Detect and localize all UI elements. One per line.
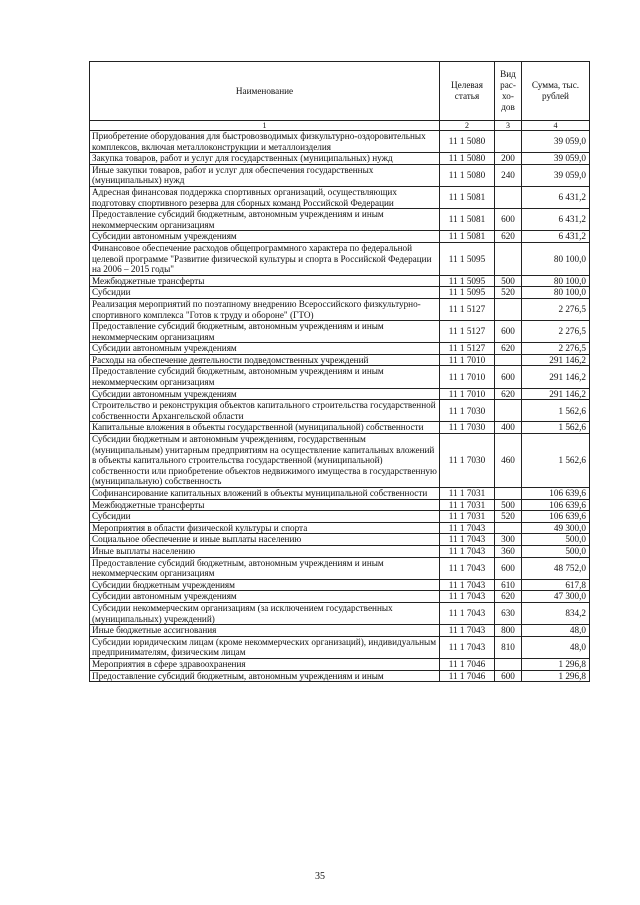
row-type-cell: 620 (495, 591, 522, 603)
row-type-cell (495, 658, 522, 670)
row-code-cell: 11 1 5095 (440, 287, 495, 299)
table-row (90, 522, 590, 534)
row-name-cell: Социальное обеспечение и иные выплаты населению (90, 534, 440, 546)
table-row (90, 591, 590, 603)
table-row (90, 488, 590, 500)
row-sum-cell: 39 059,0 (522, 153, 590, 165)
row-name-cell: Предоставление субсидий бюджетным, автономным учреждениям и иным некоммерческим организациям (90, 209, 440, 231)
row-code-cell: 11 1 7010 (440, 354, 495, 366)
row-type-cell: 240 (495, 164, 522, 186)
table-row (90, 298, 590, 320)
header-name: Наименование (90, 62, 440, 121)
row-name-cell: Реализация мероприятий по поэтапному внедрению Всероссийского физкультурно-спортивного комплекса "Готов к труду и обороне" (ГТО) (90, 298, 440, 320)
page-number: 35 (315, 871, 325, 882)
table-row (90, 625, 590, 637)
row-sum-cell: 80 100,0 (522, 242, 590, 275)
table-row (90, 400, 590, 422)
row-code-cell: 11 1 7031 (440, 499, 495, 511)
table-row (90, 434, 590, 488)
row-code-cell: 11 1 7030 (440, 422, 495, 434)
row-code-cell: 11 1 7010 (440, 366, 495, 388)
row-code-cell: 11 1 5081 (440, 186, 495, 208)
row-sum-cell: 48,0 (522, 636, 590, 658)
row-code-cell: 11 1 7031 (440, 488, 495, 500)
row-code-cell: 11 1 5080 (440, 153, 495, 165)
row-type-cell: 520 (495, 511, 522, 523)
row-sum-cell: 39 059,0 (522, 131, 590, 153)
table-row (90, 670, 590, 682)
row-code-cell: 11 1 7030 (440, 400, 495, 422)
row-type-cell: 600 (495, 557, 522, 579)
row-name-cell: Субсидии некоммерческим организациям (за исключением государственных (муниципальных) учреждений) (90, 602, 440, 624)
row-sum-cell: 6 431,2 (522, 231, 590, 243)
row-type-cell (495, 522, 522, 534)
row-type-cell: 810 (495, 636, 522, 658)
row-sum-cell: 834,2 (522, 602, 590, 624)
row-name-cell: Адресная финансовая поддержка спортивных организаций, осуществляющих подготовку спортивного резерва для сборных команд Российской Федерации (90, 186, 440, 208)
row-type-cell: 620 (495, 343, 522, 355)
table-row (90, 511, 590, 523)
table-row (90, 209, 590, 231)
row-sum-cell: 49 300,0 (522, 522, 590, 534)
row-code-cell: 11 1 5127 (440, 321, 495, 343)
row-code-cell: 11 1 7043 (440, 522, 495, 534)
row-type-cell (495, 400, 522, 422)
table-row (90, 658, 590, 670)
table-row (90, 602, 590, 624)
row-code-cell: 11 1 5095 (440, 275, 495, 287)
row-name-cell: Предоставление субсидий бюджетным, автономным учреждениям и иным некоммерческим организациям (90, 557, 440, 579)
row-code-cell: 11 1 5127 (440, 298, 495, 320)
table-row (90, 131, 590, 153)
row-name-cell: Расходы на обеспечение деятельности подведомственных учреждений (90, 354, 440, 366)
row-type-cell: 520 (495, 287, 522, 299)
row-name-cell: Субсидии бюджетным и автономным учреждениям, государственным (муниципальным) унитарным предприятиям на осуществление капитальных вложений в объекты капитального строительства государственной (муниципальной) собственности или приобретение объектов недвижимого имущества в государственную (муниципальную) собственность (90, 434, 440, 488)
row-sum-cell: 39 059,0 (522, 164, 590, 186)
row-code-cell: 11 1 7043 (440, 534, 495, 546)
row-type-cell: 460 (495, 434, 522, 488)
row-name-cell: Межбюджетные трансферты (90, 499, 440, 511)
row-code-cell: 11 1 7043 (440, 636, 495, 658)
row-code-cell: 11 1 7043 (440, 625, 495, 637)
row-name-cell: Иные выплаты населению (90, 545, 440, 557)
row-sum-cell: 1 296,8 (522, 670, 590, 682)
row-sum-cell: 2 276,5 (522, 298, 590, 320)
row-name-cell: Субсидии юридическим лицам (кроме некоммерческих организаций), индивидуальным предпринимателям, физическим лицам (90, 636, 440, 658)
table-row (90, 534, 590, 546)
table-row (90, 275, 590, 287)
row-sum-cell: 6 431,2 (522, 186, 590, 208)
column-number: 3 (495, 121, 522, 131)
row-code-cell: 11 1 7043 (440, 602, 495, 624)
table-row (90, 186, 590, 208)
row-code-cell: 11 1 5095 (440, 242, 495, 275)
row-code-cell: 11 1 5127 (440, 343, 495, 355)
header-code: Целевая статья (440, 62, 495, 121)
row-sum-cell: 6 431,2 (522, 209, 590, 231)
row-code-cell: 11 1 7031 (440, 511, 495, 523)
row-name-cell: Субсидии автономным учреждениям (90, 388, 440, 400)
row-sum-cell: 291 146,2 (522, 366, 590, 388)
row-sum-cell: 47 300,0 (522, 591, 590, 603)
row-name-cell: Субсидии автономным учреждениям (90, 231, 440, 243)
row-code-cell: 11 1 7010 (440, 388, 495, 400)
row-type-cell: 200 (495, 153, 522, 165)
row-type-cell: 600 (495, 321, 522, 343)
row-sum-cell: 80 100,0 (522, 275, 590, 287)
column-number: 1 (90, 121, 440, 131)
row-name-cell: Приобретение оборудования для быстровозводимых физкультурно-оздоровительных комплексов, включая металлоконструкции и металлоизделия (90, 131, 440, 153)
row-sum-cell: 1 562,6 (522, 400, 590, 422)
row-sum-cell: 500,0 (522, 545, 590, 557)
row-type-cell (495, 242, 522, 275)
row-sum-cell: 617,8 (522, 579, 590, 591)
table-row (90, 557, 590, 579)
row-sum-cell: 1 296,8 (522, 658, 590, 670)
column-number: 2 (440, 121, 495, 131)
row-name-cell: Субсидии автономным учреждениям (90, 343, 440, 355)
table-row (90, 153, 590, 165)
column-number: 4 (522, 121, 590, 131)
row-sum-cell: 48,0 (522, 625, 590, 637)
table-row (90, 321, 590, 343)
row-type-cell: 620 (495, 388, 522, 400)
row-type-cell: 600 (495, 670, 522, 682)
row-code-cell: 11 1 7043 (440, 557, 495, 579)
row-name-cell: Капитальные вложения в объекты государственной (муниципальной) собственности (90, 422, 440, 434)
row-sum-cell: 1 562,6 (522, 422, 590, 434)
row-name-cell: Межбюджетные трансферты (90, 275, 440, 287)
row-code-cell: 11 1 7043 (440, 591, 495, 603)
row-code-cell: 11 1 7043 (440, 579, 495, 591)
table-row (90, 354, 590, 366)
row-name-cell: Предоставление субсидий бюджетным, автономным учреждениям и иным некоммерческим организациям (90, 366, 440, 388)
row-type-cell: 600 (495, 209, 522, 231)
table-row (90, 231, 590, 243)
row-type-cell: 610 (495, 579, 522, 591)
row-sum-cell: 1 562,6 (522, 434, 590, 488)
row-type-cell: 620 (495, 231, 522, 243)
row-type-cell (495, 354, 522, 366)
row-type-cell: 800 (495, 625, 522, 637)
table-row (90, 242, 590, 275)
row-name-cell: Субсидии автономным учреждениям (90, 591, 440, 603)
row-name-cell: Предоставление субсидий бюджетным, автономным учреждениям и иным (90, 670, 440, 682)
row-type-cell: 300 (495, 534, 522, 546)
table-row (90, 579, 590, 591)
row-name-cell: Иные закупки товаров, работ и услуг для обеспечения государственных (муниципальных) нужд (90, 164, 440, 186)
row-code-cell: 11 1 7046 (440, 658, 495, 670)
row-type-cell: 360 (495, 545, 522, 557)
row-sum-cell: 106 639,6 (522, 499, 590, 511)
table-header-row (90, 62, 590, 121)
row-name-cell: Мероприятия в области физической культуры и спорта (90, 522, 440, 534)
budget-table-container (89, 61, 589, 682)
row-type-cell (495, 298, 522, 320)
row-type-cell (495, 186, 522, 208)
row-name-cell: Субсидии (90, 287, 440, 299)
header-sum: Сумма, тыс. рублей (522, 62, 590, 121)
row-sum-cell: 500,0 (522, 534, 590, 546)
row-sum-cell: 106 639,6 (522, 488, 590, 500)
row-name-cell: Строительство и реконструкция объектов капитального строительства государственной собственности Архангельской области (90, 400, 440, 422)
row-code-cell: 11 1 5080 (440, 131, 495, 153)
row-code-cell: 11 1 7046 (440, 670, 495, 682)
row-type-cell: 500 (495, 499, 522, 511)
row-code-cell: 11 1 5081 (440, 209, 495, 231)
row-code-cell: 11 1 7030 (440, 434, 495, 488)
row-name-cell: Предоставление субсидий бюджетным, автономным учреждениям и иным некоммерческим организациям (90, 321, 440, 343)
table-row (90, 366, 590, 388)
table-row (90, 164, 590, 186)
row-code-cell: 11 1 5080 (440, 164, 495, 186)
row-sum-cell: 2 276,5 (522, 321, 590, 343)
row-type-cell: 500 (495, 275, 522, 287)
row-sum-cell: 2 276,5 (522, 343, 590, 355)
table-row (90, 343, 590, 355)
row-type-cell: 600 (495, 366, 522, 388)
row-code-cell: 11 1 5081 (440, 231, 495, 243)
row-type-cell (495, 131, 522, 153)
row-code-cell: 11 1 7043 (440, 545, 495, 557)
row-name-cell: Закупка товаров, работ и услуг для государственных (муниципальных) нужд (90, 153, 440, 165)
row-sum-cell: 291 146,2 (522, 388, 590, 400)
row-name-cell: Субсидии бюджетным учреждениям (90, 579, 440, 591)
row-name-cell: Иные бюджетные ассигнования (90, 625, 440, 637)
table-row (90, 499, 590, 511)
budget-table (89, 61, 590, 682)
row-type-cell: 400 (495, 422, 522, 434)
row-name-cell: Мероприятия в сфере здравоохранения (90, 658, 440, 670)
table-row (90, 422, 590, 434)
row-sum-cell: 80 100,0 (522, 287, 590, 299)
row-name-cell: Софинансирование капитальных вложений в объекты муниципальной собственности (90, 488, 440, 500)
table-row (90, 545, 590, 557)
row-type-cell: 630 (495, 602, 522, 624)
table-row (90, 287, 590, 299)
table-body (90, 131, 590, 682)
table-row (90, 636, 590, 658)
row-name-cell: Субсидии (90, 511, 440, 523)
column-number-row (90, 121, 590, 131)
row-sum-cell: 291 146,2 (522, 354, 590, 366)
table-row (90, 388, 590, 400)
header-type: Вид рас-хо-дов (495, 62, 522, 121)
row-name-cell: Финансовое обеспечение расходов общепрограммного характера по федеральной целевой программе "Развитие физической культуры и спорта в Российской Федерации на 2006 – 2015 годы" (90, 242, 440, 275)
row-sum-cell: 106 639,6 (522, 511, 590, 523)
row-type-cell (495, 488, 522, 500)
row-sum-cell: 48 752,0 (522, 557, 590, 579)
